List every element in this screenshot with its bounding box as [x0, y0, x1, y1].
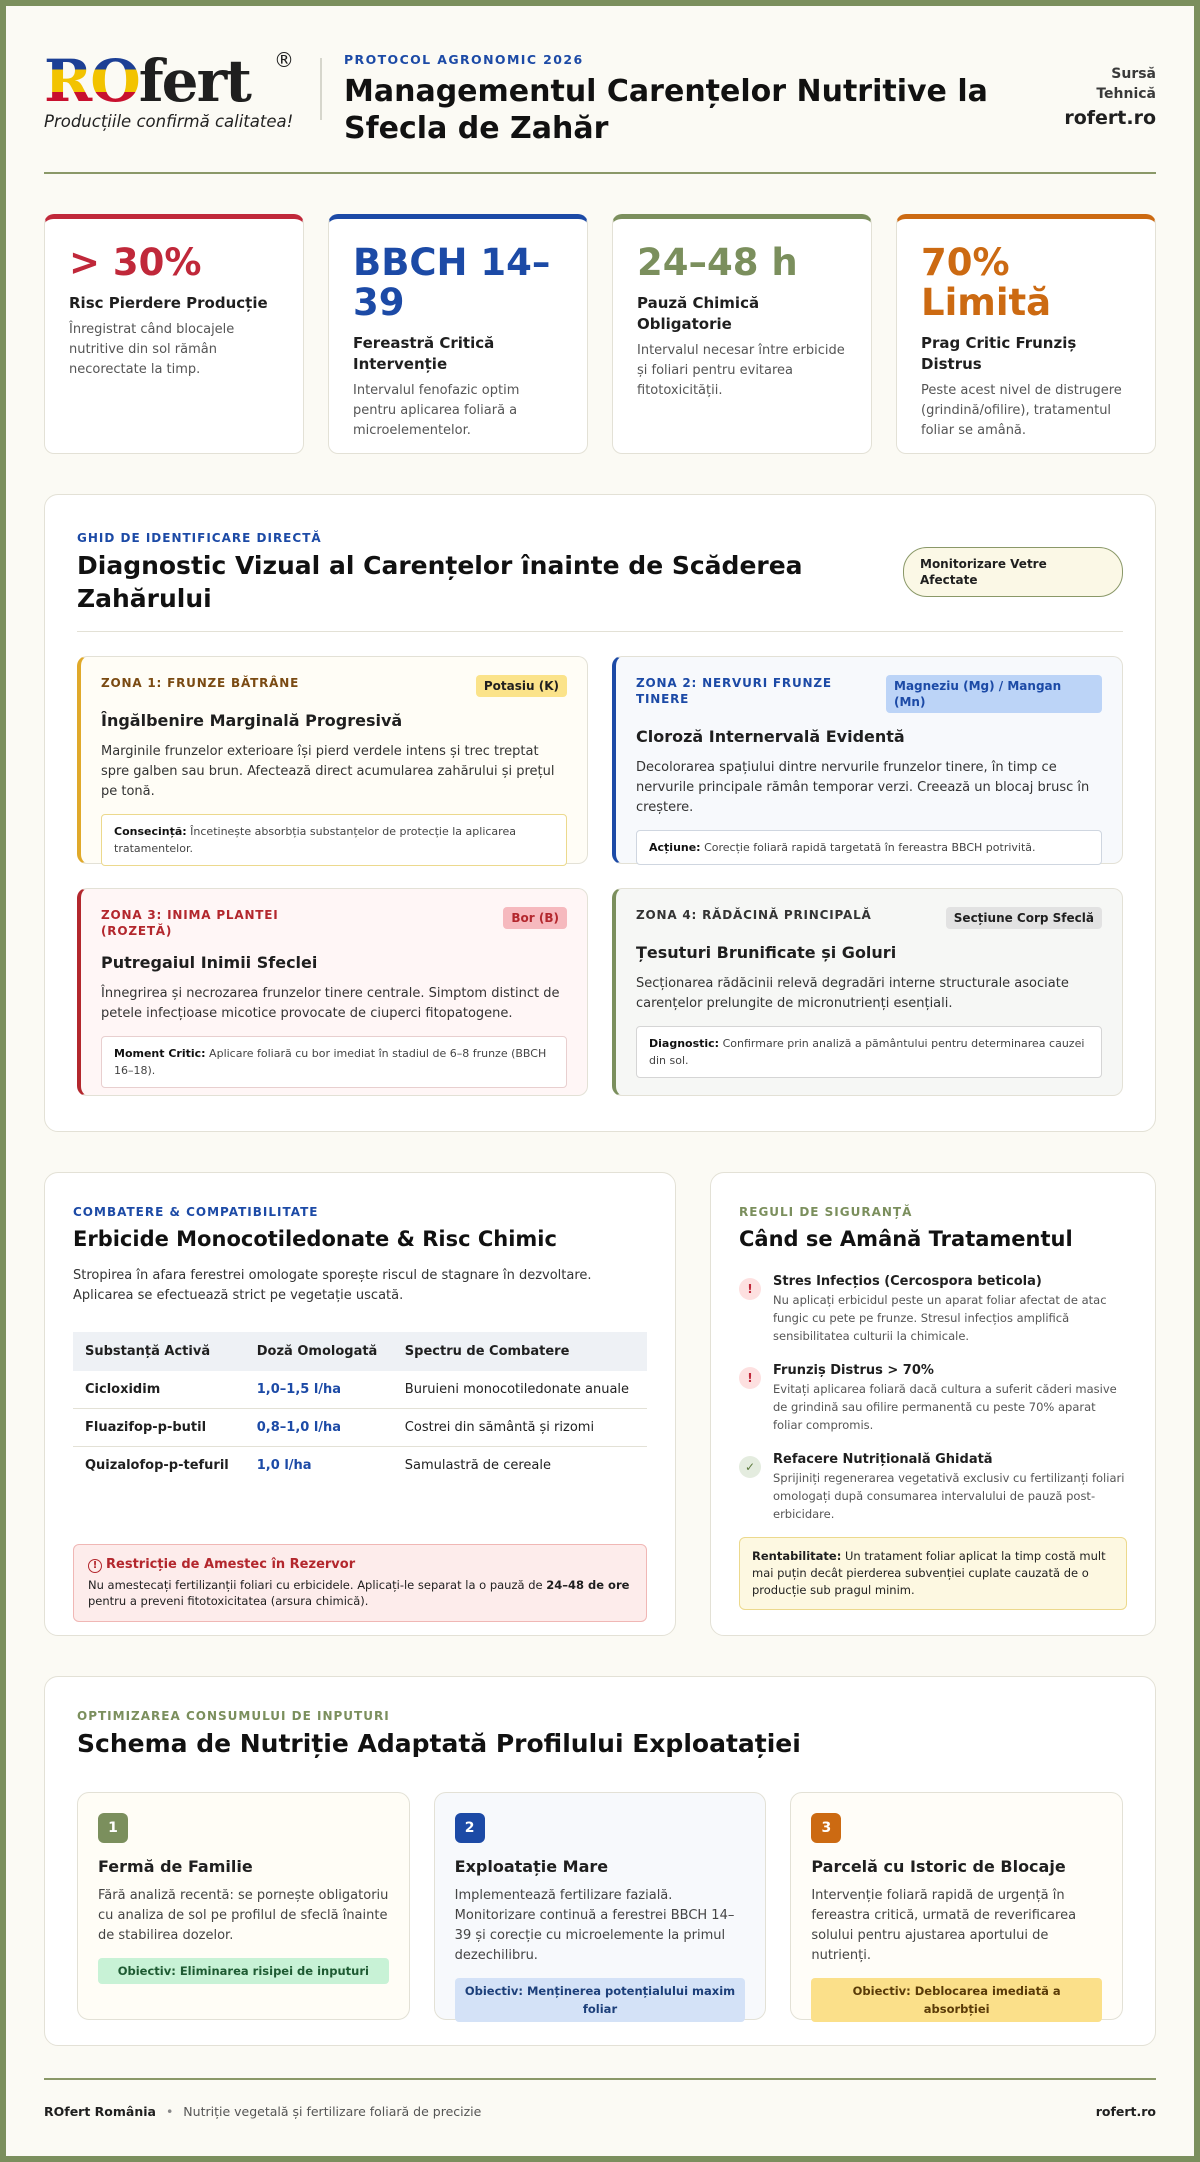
zone-title: Îngălbenire Marginală Progresivă	[101, 711, 403, 730]
logo-fert: fert	[138, 47, 250, 115]
zone-kicker: ZONA 1: FRUNZE BĂTRÂNE	[101, 676, 300, 690]
profile-title: Exploatație Mare	[454, 1857, 609, 1876]
footer-link[interactable]: rofert.ro	[1095, 2104, 1156, 2119]
alert-text-end: pentru a preveni fitotoxicitatea (arsura chimică).	[88, 1594, 369, 1608]
section-kicker: OPTIMIZAREA CONSUMULUI DE INPUTURI	[77, 1709, 390, 1723]
goal-badge: Obiectiv: Menținerea potențialului maxim foliar	[455, 1978, 746, 2022]
rule-desc: Nu aplicați erbicidul peste un aparat foliar afectat de atac fungic cu pete pe frunze. Stresul infecțios amplifică sensibilitatea culturii la chimicale.	[773, 1293, 1107, 1343]
dose-cell: 1,0 l/ha	[256, 1458, 312, 1473]
footer	[44, 2078, 1156, 2119]
source-block	[1064, 64, 1156, 129]
dose-cell: 1,0–1,5 l/ha	[245, 1371, 393, 1409]
source-link[interactable]: rofert.ro	[1064, 107, 1156, 129]
stat-value: BBCH 14–39	[353, 241, 551, 324]
diagnostic-section	[44, 494, 1156, 1132]
source-label-2: Tehnică	[1096, 86, 1156, 102]
alert-text: Nu amestecați fertilizanții foliari cu erbicidele. Aplicați-le separat la o pauză de	[88, 1578, 547, 1592]
profile-desc: Implementează fertilizare fazială. Monitorizare continuă a ferestrei BBCH 14–39 și corecție cu microelemente la primul dezechilibru.	[454, 1888, 735, 1963]
section-kicker: GHID DE IDENTIFICARE DIRECTĂ	[77, 531, 322, 545]
zone-card	[77, 888, 588, 1096]
profile-title: Parcelă cu Istoric de Blocaje	[811, 1857, 1066, 1876]
zone-note	[101, 1036, 567, 1088]
stat-label: Prag Critic Frunziș Distrus	[921, 334, 1077, 373]
stat-desc: Intervalul fenofazic optim pentru aplicarea foliară a microelementelor.	[353, 383, 520, 438]
stats-row	[44, 214, 1156, 454]
section-title: Diagnostic Vizual al Carențelor înainte de Scăderea Zahărului	[77, 551, 803, 613]
substance-cell: Quizalofop-p-tefuril	[85, 1458, 229, 1473]
rule-title: Frunziș Distrus > 70%	[773, 1363, 934, 1378]
stat-value: > 30%	[69, 241, 202, 284]
safety-rules-section	[710, 1172, 1156, 1636]
alert-title: Restricție de Amestec în Rezervor	[106, 1557, 356, 1572]
profile-card	[77, 1792, 410, 2020]
rule-title: Refacere Nutrițională Ghidată	[773, 1452, 993, 1467]
step-number: 2	[455, 1813, 485, 1843]
zone-desc: Înnegrirea și necrozarea frunzelor tinere centrale. Simptom distinct de petele infecțioase micotice provocate de ciuperci fitopatogene.	[101, 986, 560, 1021]
monitoring-pill[interactable]: Monitorizare Vetre Afectate	[903, 547, 1123, 597]
herbicide-table	[73, 1332, 647, 1484]
zone-kicker: ZONA 3: INIMA PLANTEI (ROZETĂ)	[101, 908, 279, 938]
alert-icon: !	[88, 1559, 102, 1573]
page	[6, 6, 1194, 2156]
warning-icon: !	[739, 1367, 761, 1389]
table-row	[73, 1447, 647, 1485]
zone-kicker: ZONA 2: NERVURI FRUNZE TINERE	[636, 676, 832, 706]
zone-note	[101, 814, 567, 866]
section-kicker: REGULI DE SIGURANȚĂ	[739, 1205, 913, 1219]
zone-title: Putregaiul Inimii Sfeclei	[101, 953, 318, 972]
section-title: Erbicide Monocotiledonate & Risc Chimic	[73, 1227, 557, 1251]
spectrum-cell: Buruieni monocotiledonate anuale	[393, 1371, 647, 1409]
substance-cell: Cicloxidim	[73, 1371, 245, 1409]
header-kicker: PROTOCOL AGRONOMIC 2026	[344, 52, 584, 67]
section-kicker: COMBATERE & COMPATIBILITATE	[73, 1205, 319, 1219]
zone-note	[636, 830, 1102, 865]
rule-desc: Evitați aplicarea foliară dacă cultura a suferit căderi masive de grindină sau ofilire permanentă cu peste 70% aparat foliar compromis.	[773, 1382, 1117, 1432]
stat-desc: Înregistrat când blocajele nutritive din sol rămân necorectate la timp.	[69, 322, 235, 377]
nutrition-section	[44, 1676, 1156, 2046]
zone-note-label: Diagnostic:	[649, 1037, 720, 1050]
zone-desc: Decolorarea spațiului dintre nervurile frunzelor tinere, în timp ce nervurile principale rămân temporar verzi. Creează un blocaj brusc în creștere.	[636, 760, 1090, 815]
header-divider	[320, 58, 322, 120]
stat-card	[328, 214, 588, 454]
brand-logo[interactable]	[44, 47, 294, 131]
zone-desc: Marginile frunzelor exterioare își pierd verdele intens și trec treptat spre galben sau brun. Afectează direct acumularea zahărului și prețul pe tonă.	[101, 744, 555, 799]
stat-card	[612, 214, 872, 454]
warning-icon: !	[739, 1278, 761, 1300]
nutrient-tag: Secțiune Corp Sfeclă	[946, 907, 1102, 929]
nutrient-tag: Bor (B)	[503, 907, 567, 929]
stat-card	[896, 214, 1156, 454]
note-text: Un tratament foliar aplicat la timp costă mult mai puțin decât pierderea subvenției cuplate cauzată de o producție sub pragul minim.	[752, 1549, 1106, 1597]
zone-note-text: Aplicare foliară cu bor imediat în stadiul de 6–8 frunze (BBCH 16–18).	[114, 1047, 547, 1077]
zone-note-label: Moment Critic:	[114, 1047, 206, 1060]
zone-title: Cloroză Internervală Evidentă	[636, 727, 905, 746]
section-title: Schema de Nutriție Adaptată Profilului Exploatației	[77, 1729, 801, 1758]
column-header: Substanță Activă	[73, 1332, 245, 1371]
profile-desc: Fără analiză recentă: se pornește obligatoriu cu analiza de sol pe profilul de sfeclă înainte de stabilirea dozelor.	[98, 1888, 389, 1943]
stat-desc: Intervalul necesar între erbicide și foliari pentru evitarea fitotoxicității.	[637, 343, 845, 398]
rule-title: Stres Infecțios (Cercospora beticola)	[773, 1274, 1042, 1289]
column-header: Doză Omologată	[245, 1332, 393, 1371]
table-row	[73, 1409, 647, 1447]
page-title: Managementul Carențelor Nutritive la Sfecla de Zahăr	[344, 74, 988, 146]
stat-label: Risc Pierdere Producție	[69, 294, 268, 312]
zone-title: Țesuturi Brunificate și Goluri	[636, 943, 897, 962]
stat-card	[44, 214, 304, 454]
goal-badge: Obiectiv: Eliminarea risipei de inputuri	[98, 1958, 389, 1984]
profitability-note	[739, 1537, 1127, 1610]
zone-note	[636, 1026, 1102, 1078]
spectrum-cell: Samulastră de cereale	[404, 1458, 551, 1473]
dose-cell: 0,8–1,0 l/ha	[245, 1409, 393, 1447]
column-header: Spectru de Combatere	[393, 1332, 647, 1371]
zone-note-label: Acțiune:	[649, 841, 701, 854]
spectrum-cell: Costrei din sământă și rizomi	[393, 1409, 647, 1447]
rule-item	[739, 1452, 1127, 1523]
stat-desc: Peste acest nivel de distrugere (grindină/ofilire), tratamentul foliar se amână.	[921, 383, 1122, 438]
stat-label: Fereastră Critică Intervenție	[353, 334, 495, 373]
goal-badge: Obiectiv: Deblocarea imediată a absorbției	[811, 1978, 1102, 2022]
rule-item	[739, 1363, 1127, 1434]
step-number: 1	[98, 1813, 128, 1843]
alert-bold: 24–48 de ore	[546, 1578, 630, 1592]
stat-value: 70% Limită	[921, 241, 1052, 324]
zone-card	[612, 656, 1123, 864]
footer-separator: •	[165, 2104, 174, 2119]
nutrient-tag: Potasiu (K)	[476, 675, 567, 697]
table-row	[73, 1371, 647, 1409]
zone-note-text: Confirmare prin analiză a pământului pentru determinarea cauzei din sol.	[649, 1037, 1085, 1067]
zone-desc: Secționarea rădăcinii relevă degradări interne structurale asociate carențelor prelungite de micronutrienți esențiali.	[636, 976, 1069, 1011]
zone-note-text: Încetinește absorbția substanțelor de protecție la aplicarea tratamentelor.	[114, 825, 516, 855]
zone-note-label: Consecință:	[114, 825, 187, 838]
zone-kicker: ZONA 4: RĂDĂCINĂ PRINCIPALĂ	[636, 908, 872, 922]
substance-cell: Fluazifop-p-butil	[73, 1409, 245, 1447]
stat-label: Pauză Chimică Obligatorie	[637, 294, 760, 333]
note-label: Rentabilitate:	[752, 1549, 842, 1563]
zone-card	[77, 656, 588, 864]
profile-desc: Intervenție foliară rapidă de urgență în fereastra critică, urmată de reverificarea solului pentru ajustarea aportului de nutrienți.	[811, 1888, 1077, 1963]
nutrient-tag: Magneziu (Mg) / Mangan (Mn)	[886, 675, 1102, 713]
rule-desc: Sprijiniți regenerarea vegetativă exclusiv cu fertilizanți foliari omologați după consumarea intervalului de pauză post-erbicidare.	[773, 1471, 1125, 1521]
profile-card	[434, 1792, 767, 2020]
header	[44, 6, 1156, 174]
zone-note-text: Corecție foliară rapidă targetată în fereastra BBCH potrivită.	[700, 841, 1036, 854]
footer-desc: Nutriție vegetală și fertilizare foliară de precizie	[183, 2104, 482, 2119]
zone-card	[612, 888, 1123, 1096]
registered-mark: ®	[274, 48, 294, 72]
footer-brand: ROfert România	[44, 2104, 156, 2119]
source-label: Sursă	[1111, 66, 1156, 82]
herbicide-section	[44, 1172, 676, 1636]
profile-card	[790, 1792, 1123, 2020]
stat-value: 24–48 h	[637, 241, 798, 284]
section-title: Când se Amână Tratamentul	[739, 1227, 1073, 1251]
profile-title: Fermă de Familie	[98, 1857, 253, 1876]
check-icon: ✓	[739, 1456, 761, 1478]
rule-item	[739, 1274, 1127, 1345]
mix-restriction-alert	[73, 1544, 647, 1622]
step-number: 3	[811, 1813, 841, 1843]
logo-ro: RO	[44, 47, 139, 115]
section-desc: Stropirea în afara ferestrei omologate sporește riscul de stagnare în dezvoltare. Aplicarea se efectuează strict pe vegetație uscată.	[73, 1268, 592, 1303]
logo-tagline: Producțiile confirmă calitatea!	[44, 112, 294, 131]
